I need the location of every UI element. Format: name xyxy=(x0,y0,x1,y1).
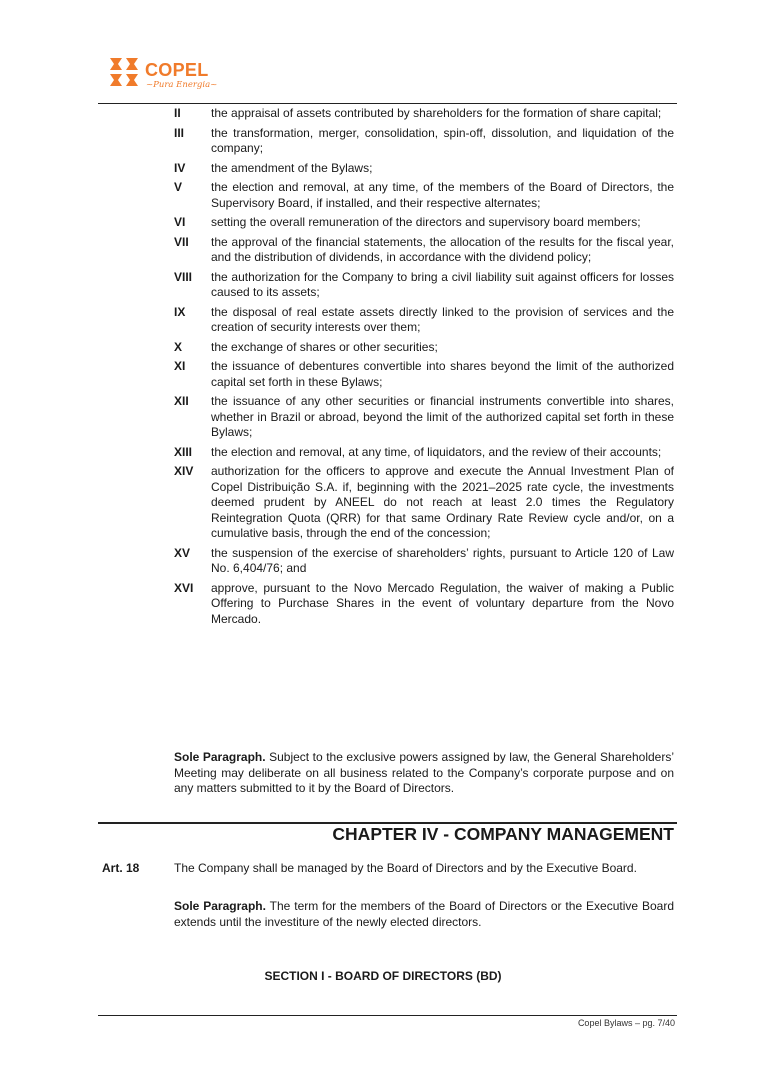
list-item xyxy=(174,270,674,301)
item-number: IV xyxy=(174,160,186,175)
item-number: IX xyxy=(174,304,186,319)
article-number: Art. 18 xyxy=(102,861,140,875)
item-text: the disposal of real estate assets directly linked to the provision of services and the creation of security interests over them; xyxy=(211,304,674,334)
item-text: the authorization for the Company to bring a civil liability suit against officers for losses caused to its assets; xyxy=(211,269,674,299)
list-item xyxy=(174,215,674,231)
list-item xyxy=(174,106,674,122)
list-item xyxy=(174,161,674,177)
list-item xyxy=(174,581,674,628)
sole-paragraph-label: Sole Paragraph. xyxy=(174,899,266,913)
item-text: the suspension of the exercise of shareholders’ rights, pursuant to Article 120 of Law No. 6,404/76; and xyxy=(211,545,674,575)
item-number: XIII xyxy=(174,444,193,459)
item-text: the issuance of debentures convertible into shares beyond the limit of the authorized capital set forth in these Bylaws; xyxy=(211,359,674,389)
item-text: authorization for the officers to approve and execute the Annual Investment Plan of Copel Distribuição S.A. if, beginning with the 2021–2025 rate cycle, the investments deemed prudent by ANEEL do not reach at least 2.0 times the Regulatory Reintegration Quota (QRR) for that same Ordinary Rate Review cycle and/or, on a cumulative basis, through the end of the concession; xyxy=(211,464,674,540)
article-text: The Company shall be managed by the Board of Directors and by the Executive Board. xyxy=(174,861,637,875)
sole-paragraph-label: Sole Paragraph. xyxy=(174,750,266,764)
item-number: XI xyxy=(174,359,186,373)
item-text: the election and removal, at any time, of liquidators, and the review of their accounts; xyxy=(211,444,662,459)
company-logo xyxy=(108,56,218,92)
item-number: III xyxy=(174,125,185,140)
item-number: XII xyxy=(174,394,189,408)
list-item xyxy=(174,180,674,211)
item-number: XIV xyxy=(174,464,194,478)
copel-logo-icon xyxy=(108,56,142,90)
list-item xyxy=(174,359,674,390)
list-item xyxy=(174,340,674,356)
sole-paragraph-text: The term for the members of the Board of Directors or the Executive Board extends until the investiture of the newly elected directors. xyxy=(174,899,674,929)
logo-name: COPEL xyxy=(145,60,209,80)
item-text: the transformation, merger, consolidation, spin-off, dissolution, and liquidation of the company; xyxy=(211,125,674,155)
page-footer: Copel Bylaws – pg. 7/40 xyxy=(577,1018,675,1028)
list-item xyxy=(174,445,674,461)
list-item xyxy=(174,126,674,157)
item-number: XVI xyxy=(174,580,194,595)
list-item xyxy=(174,464,674,542)
header-divider xyxy=(98,103,677,104)
sole-paragraph-general-meeting xyxy=(174,750,674,797)
item-number: V xyxy=(174,180,183,194)
item-text: the appraisal of assets contributed by shareholders for the formation of share capital; xyxy=(211,106,662,120)
item-text: setting the overall remuneration of the directors and supervisory board members; xyxy=(211,215,641,229)
item-text: approve, pursuant to the Novo Mercado Regulation, the waiver of making a Public Offering to Purchase Shares in the event of voluntary departure from the Novo Mercado. xyxy=(211,580,674,626)
item-list xyxy=(174,106,674,631)
item-number: XV xyxy=(174,545,191,560)
item-number: VII xyxy=(174,234,189,249)
item-number: X xyxy=(174,339,183,354)
item-number: VI xyxy=(174,215,186,229)
chapter-title: CHAPTER IV - COMPANY MANAGEMENT xyxy=(332,824,674,844)
item-text: the election and removal, at any time, of the members of the Board of Directors, the Supervisory Board, if installed, and their respective alternates; xyxy=(211,180,674,210)
list-item xyxy=(174,235,674,266)
footer-divider xyxy=(98,1015,677,1016)
sole-paragraph-text: Subject to the exclusive powers assigned by law, the General Shareholders’ Meeting may deliberate on all business related to the Company’s corporate purpose and on any matters submitted to it by the Board of Directors. xyxy=(174,750,674,795)
item-text: the exchange of shares or other securities; xyxy=(211,339,438,354)
item-number: II xyxy=(174,106,181,120)
item-text: the issuance of any other securities or financial instruments convertible into shares, whether in Brazil or abroad, beyond the limit of the authorized capital set forth in these Bylaws; xyxy=(211,394,674,439)
item-text: the approval of the financial statements, the allocation of the results for the fiscal year, and the distribution of dividends, in accordance with the dividend policy; xyxy=(211,234,674,264)
logo-tagline: ~Pura Energia~ xyxy=(146,80,218,90)
list-item xyxy=(174,305,674,336)
item-number: VIII xyxy=(174,269,193,284)
item-text: the amendment of the Bylaws; xyxy=(211,160,373,175)
section-title: SECTION I - BOARD OF DIRECTORS (BD) xyxy=(264,969,502,983)
list-item xyxy=(174,394,674,441)
sole-paragraph-term xyxy=(174,899,674,930)
list-item xyxy=(174,546,674,577)
